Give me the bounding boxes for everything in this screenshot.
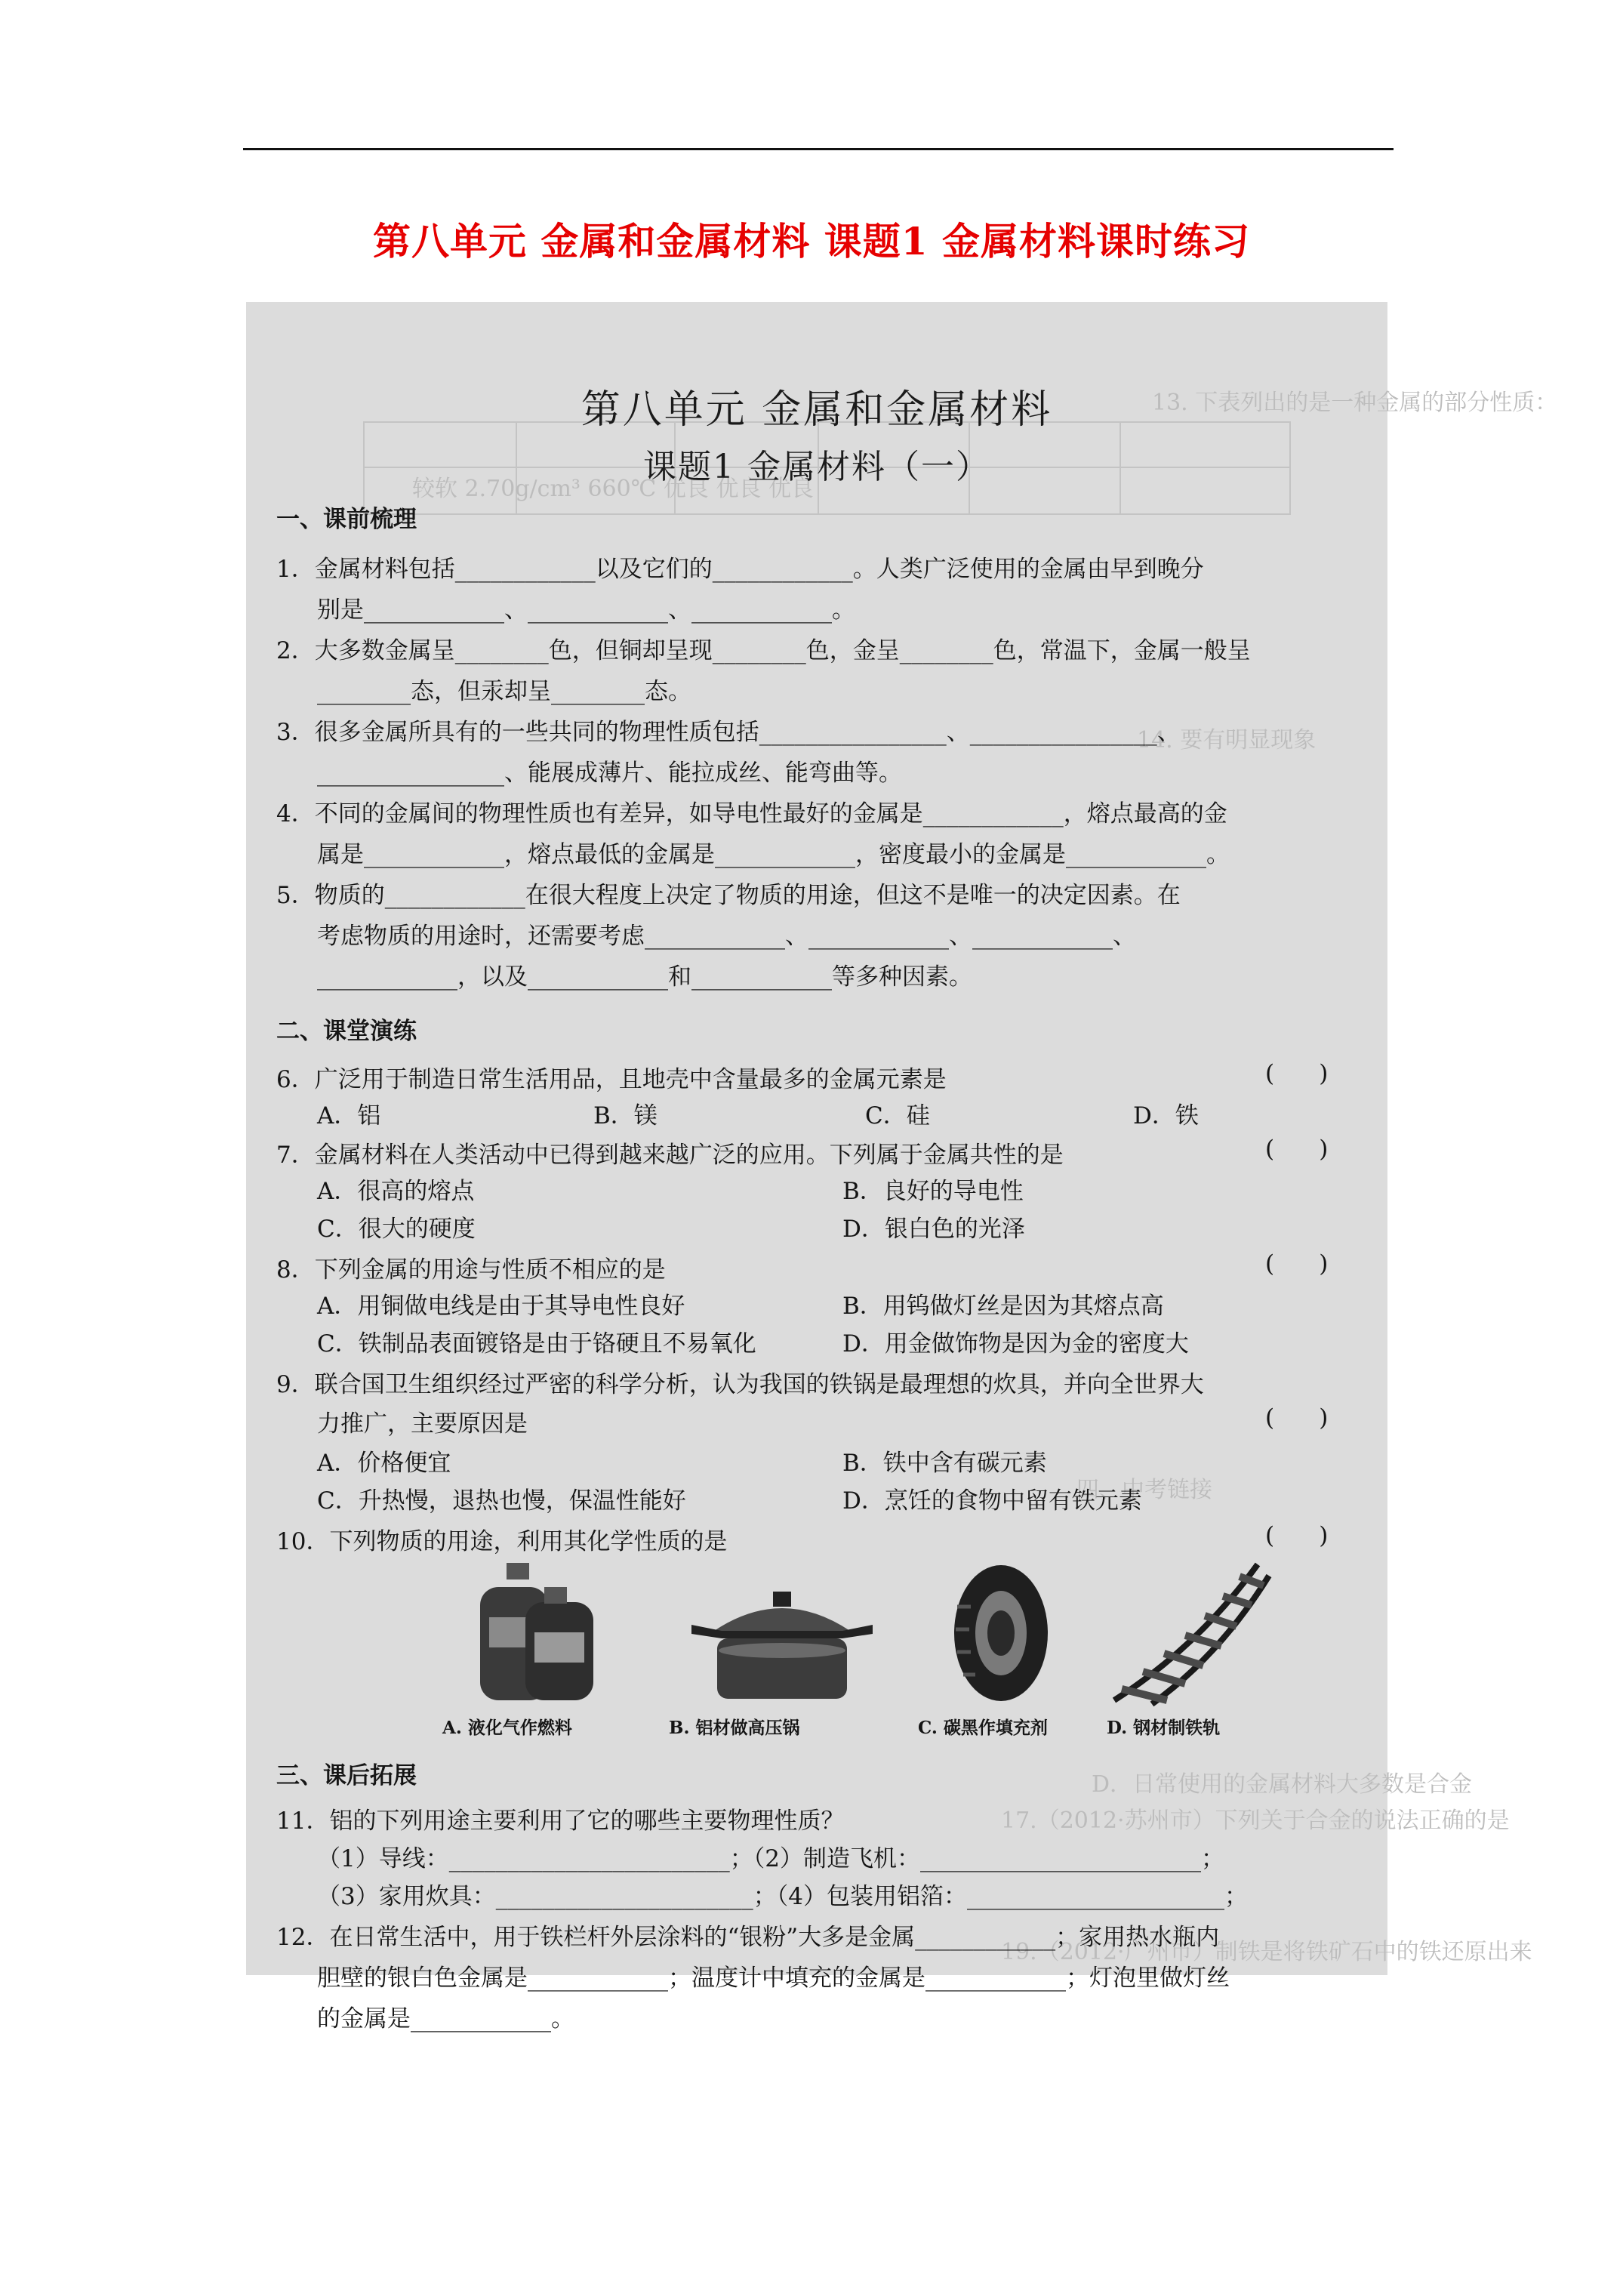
question-12-line2: 胆壁的银白色金属是____________；温度计中填充的金属是____________；灯泡里做灯丝 xyxy=(317,1965,1230,1992)
option: B．用钨做灯丝是因为其熔点高 xyxy=(842,1293,1164,1320)
tire-image xyxy=(941,1561,1061,1705)
answer-bracket: ( ) xyxy=(1265,1060,1329,1087)
option: D．铁 xyxy=(1133,1102,1199,1130)
question-3-line1: 3．很多金属所具有的一些共同的物理性质包括________________、________________、 xyxy=(276,719,1181,746)
question-5-line3: ____________，以及____________和____________等多种因素。 xyxy=(317,963,972,991)
option: A．价格便宜 xyxy=(317,1450,451,1477)
option: B．镁 xyxy=(593,1102,658,1130)
ghost-text: 19.（2012·广州市）制铁是将铁矿石中的铁还原出来 xyxy=(1001,1939,1532,1965)
ghost-text: 四、中考链接 xyxy=(1076,1477,1212,1503)
figure-caption-d: D. 钢材制铁轨 xyxy=(1107,1718,1221,1738)
option: C．硅 xyxy=(865,1102,930,1130)
ghost-text: 17.（2012·苏州市）下列关于合金的说法正确的是 xyxy=(1001,1808,1510,1834)
ghost-text: 13. 下表列出的是一种金属的部分性质： xyxy=(1152,390,1558,416)
question-12-line3: 的金属是____________。 xyxy=(317,2005,574,2032)
question-1-line1: 1．金属材料包括____________以及它们的____________。人类广泛使用的金属由早到晚分 xyxy=(276,556,1204,583)
question-11: 11．铝的下列用途主要利用了它的哪些主要物理性质？ xyxy=(276,1808,845,1835)
section-heading: 一、课前梳理 xyxy=(276,506,417,533)
ghost-text: 较软 2.70g/cm³ 660℃ 优良 优良 优良 xyxy=(412,476,814,502)
question-10: 10．下列物质的用途，利用其化学性质的是 xyxy=(276,1528,728,1555)
option: D．银白色的光泽 xyxy=(842,1216,1025,1243)
question-2-line2: ________态，但汞却呈________态。 xyxy=(317,678,691,705)
question-11-line2: （3）家用炊具：______________________；（4）包装用铝箔：______________________； xyxy=(317,1883,1248,1910)
section-heading: 三、课后拓展 xyxy=(276,1762,417,1789)
option: D．用金做饰物是因为金的密度大 xyxy=(842,1330,1189,1358)
question-7: 7．金属材料在人类活动中已得到越来越广泛的应用。下列属于金属共性的是 xyxy=(276,1142,1064,1169)
question-12-line1: 12．在日常生活中，用于铁栏杆外层涂料的“银粉”大多是金属____________；家用热水瓶内 xyxy=(276,1924,1220,1951)
option: C．很大的硬度 xyxy=(317,1216,476,1243)
question-5-line1: 5．物质的____________在很大程度上决定了物质的用途，但这不是唯一的决定因素。在 xyxy=(276,882,1181,909)
question-6: 6．广泛用于制造日常生活用品，且地壳中含量最多的金属元素是 xyxy=(276,1066,947,1093)
question-11-line1: （1）导线：________________________；（2）制造飞机：________________________； xyxy=(317,1845,1224,1872)
option: A．很高的熔点 xyxy=(317,1178,475,1205)
unit-title: 第八单元 金属和金属材料 xyxy=(581,387,1053,433)
answer-bracket: ( ) xyxy=(1265,1404,1329,1432)
question-1-line2: 别是____________、____________、____________。 xyxy=(317,596,855,624)
question-9-line2: 力推广，主要原因是 xyxy=(317,1410,528,1438)
question-5-line2: 考虑物质的用途时，还需要考虑____________、____________、____________、 xyxy=(317,923,1136,950)
answer-bracket: ( ) xyxy=(1265,1250,1329,1277)
question-2-line1: 2．大多数金属呈________色，但铜却呈现________色，金呈________色，常温下，金属一般呈 xyxy=(276,637,1251,664)
question-9-line1: 9．联合国卫生组织经过严密的科学分析，认为我国的铁锅是最理想的炊具，并向全世界大 xyxy=(276,1371,1204,1398)
ghost-text: D．日常使用的金属材料大多数是合金 xyxy=(1092,1771,1473,1798)
question-8: 8．下列金属的用途与性质不相应的是 xyxy=(276,1256,666,1284)
question-4-line1: 4．不同的金属间的物理性质也有差异，如导电性最好的金属是____________，熔点最高的金 xyxy=(276,800,1227,827)
figure-caption-b: B. 铝材做高压锅 xyxy=(669,1718,800,1738)
scanned-worksheet xyxy=(246,302,1558,2032)
option: C．升热慢，退热也慢，保温性能好 xyxy=(317,1487,686,1515)
railway-track-image xyxy=(1107,1557,1273,1708)
option: C．铁制品表面镀铬是由于铬硬且不易氧化 xyxy=(317,1330,756,1358)
question-3-line2: ________________、能展成薄片、能拉成丝、能弯曲等。 xyxy=(317,760,902,787)
figure-caption-c: C. 碳黑作填充剂 xyxy=(918,1718,1048,1738)
lesson-title: 课题1 金属材料（一） xyxy=(643,448,990,486)
page-title: 第八单元 金属和金属材料 课题1 金属材料课时练习 xyxy=(372,219,1250,264)
section-heading: 二、课堂演练 xyxy=(276,1018,417,1045)
answer-bracket: ( ) xyxy=(1265,1522,1329,1549)
option: B．良好的导电性 xyxy=(842,1178,1024,1205)
option: A．铝 xyxy=(317,1102,381,1130)
figure-caption-a: A. 液化气作燃料 xyxy=(442,1718,572,1738)
option: B．铁中含有碳元素 xyxy=(842,1450,1047,1477)
option: A．用铜做电线是由于其导电性良好 xyxy=(317,1293,685,1320)
answer-bracket: ( ) xyxy=(1265,1136,1329,1163)
header-rule xyxy=(243,148,1394,150)
pressure-cooker-image xyxy=(691,1578,873,1706)
gas-cylinder-image xyxy=(473,1557,601,1708)
option: D．烹饪的食物中留有铁元素 xyxy=(842,1487,1142,1515)
question-4-line2: 属是____________，熔点最低的金属是____________，密度最小的金属是____________。 xyxy=(317,841,1230,868)
ghost-text: 14. 要有明显现象 xyxy=(1137,727,1317,754)
